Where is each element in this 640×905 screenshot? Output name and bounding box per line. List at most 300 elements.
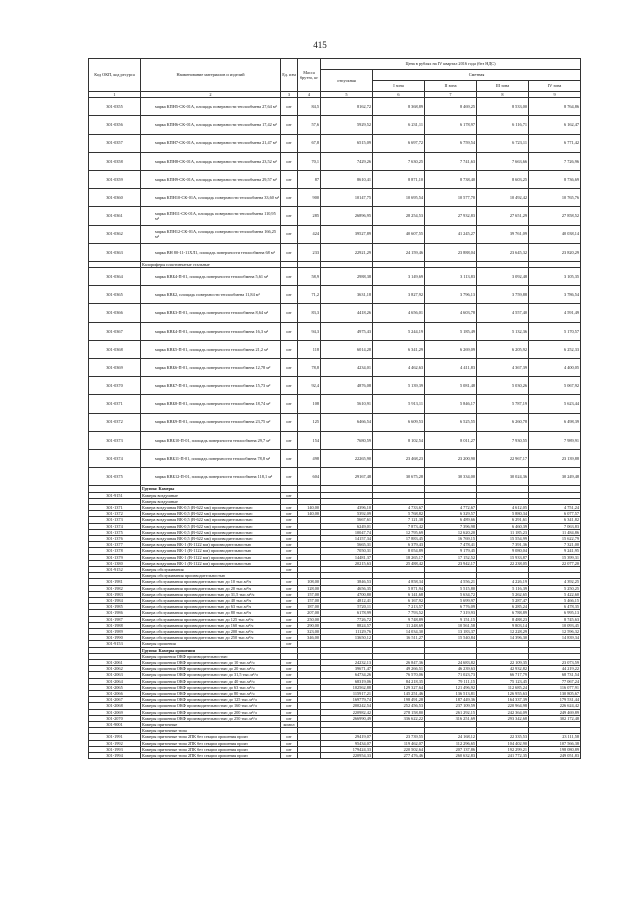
cell-unit: шт [281,523,298,529]
cell-zone-1: 4 462,63 [373,359,425,377]
cell-zone-3: 242 364,09 [477,709,529,715]
cell-zone-3: 4 557,40 [477,304,529,322]
cell-zone-4: 23 139,88 [529,449,581,467]
cell-zone-1: 7 121,38 [373,517,425,523]
cell-zone-1: 23 468,23 [373,449,425,467]
cell-code: 301-1982 [89,585,141,591]
cell-zone-3: 15 554,99 [477,535,529,541]
cell-zone-1: 11 248,69 [373,622,425,628]
cell-zone-3: 5 030,26 [477,377,529,395]
cell-zone-3: 192 299,21 [477,746,529,752]
cell-zone-4: 5 250,25 [529,585,581,591]
cell-zone-3: 6 723,11 [477,134,529,152]
cell-name: Камеры орошения ОКФ производительностью до 63 тыс.м³/ч [141,684,281,690]
cell-name: Камера обслуживания производительностью до 20 тыс.м³/ч [141,585,281,591]
cell-zone-2: 5 846,17 [425,395,477,413]
cell-name: Камеры орошения ОКФ производительностью до 10 тыс.м³/ч [141,660,281,666]
cell-unit: шт [281,340,298,358]
cell-zone-4: 198 080,89 [529,746,581,752]
cell-unit: шт [281,753,298,759]
cell-unit: шт [281,678,298,684]
cell-zone-4: 7 321,00 [529,542,581,548]
cell-zone-3: 12 228,29 [477,629,529,635]
cell-zone-1: 23 739,55 [373,734,425,740]
cell-mass: 87 [298,170,321,188]
cell-name: Камера воздушная ВК-0,5 (В-622 мм) производительностью [141,523,281,529]
cell-code: 301-1371 [89,504,141,510]
cell-name: марка КПН5-СК-01А, площадь поверхности теплообмена 27,64 м² [141,98,281,116]
cell-name: Камеры приточные типа 2ПК без секции орошения произ [141,740,281,746]
cell-mass: 92,4 [298,377,321,395]
cell-zone-1: 25 488,42 [373,560,425,566]
cell-zone-3: 6 260,78 [477,413,529,431]
cell-zone-4: 22 077,20 [529,560,581,566]
cell-unit: шт [281,666,298,672]
cell-zone-4: 27 858,52 [529,207,581,225]
cell-zone-2: 3 796,13 [425,286,477,304]
cell-zone-1: 24 159,46 [373,243,425,261]
cell-zone-4: 23 073,59 [529,660,581,666]
cell-code: 301-9151 [89,492,141,498]
table-row [89,116,581,134]
cell-issue-price: 5720,11 [321,604,373,610]
cell-zone-4: 6 162,47 [529,116,581,134]
cell-name: Камера воздушная ВК-1 (В-1122 мм) производительностью [141,548,281,554]
cell-zone-2: 13 183,37 [425,629,477,635]
cell-unit: шт [281,413,298,431]
cell-zone-2: 30 334,00 [425,468,477,486]
cell-code: 301-9152 [89,566,141,572]
cell-name: Камера воздушная ВК-0,5 (В-622 мм) производительностью [141,529,281,535]
cell-zone-1: 6 697,72 [373,134,425,152]
cell-zone-2: 6 489,66 [425,517,477,523]
cell-unit: шт [281,691,298,697]
cell-zone-2: 6 329,57 [425,511,477,517]
cell-name: Камеры орошения ОКФ производительностью до 125 тыс.м³/ч [141,697,281,703]
cell-code: 301-1993 [89,746,141,752]
cell-unit: шт [281,604,298,610]
cell-zone-4: 23 820,29 [529,243,581,261]
cell-zone-4: 15 622,79 [529,535,581,541]
cell-zone-2: 5 515,80 [425,585,477,591]
cell-mass: 140,00 [298,511,321,517]
cell-zone-1: 76 570,06 [373,672,425,678]
cell-zone-3: 75 123,45 [477,678,529,684]
cell-zone-1: 5 139,39 [373,377,425,395]
cell-issue-price: 5610,91 [321,395,373,413]
cell-name: марка КВБ5-П-01, площадь поверхности теплообмена 21,2 м² [141,340,281,358]
page-number: 415 [313,40,327,50]
cell-name: Камеры орошения ОКФ производительностью до 31,5 тыс.м³/ч [141,672,281,678]
cell-code: 301-0358 [89,152,141,170]
cell-zone-3: 6 285,24 [477,604,529,610]
cell-zone-2: 207 137,86 [425,746,477,752]
cell-issue-price: 4975,43 [321,322,373,340]
cell-issue-price: 4396,10 [321,504,373,510]
cell-code: 301-0357 [89,134,141,152]
cell-name: Камеры обслуживания [141,566,281,572]
cell-mass: 94,3 [298,322,321,340]
cell-zone-1: 6 379,43 [373,542,425,548]
cell-code: 301-1988 [89,622,141,628]
table-row [89,207,581,225]
cell-issue-price: 14157,34 [321,535,373,541]
cell-name: Камера воздушная ВК-1 (В-1122 мм) производительностью [141,560,281,566]
cell-issue-price: 7726,72 [321,616,373,622]
cell-issue-price: 10147,75 [321,189,373,207]
cell-unit: шт [281,98,298,116]
cell-name: марка КПН10-СК-01А, площадь поверхности теплообмена 33,60 м² [141,189,281,207]
cell-issue-price: 200242,54 [321,703,373,709]
cell-unit: шт [281,629,298,635]
cell-issue-price: 7050,31 [321,548,373,554]
cell-zone-4: 6 478,35 [529,604,581,610]
cell-mass: 290,00 [298,622,321,628]
cell-mass: 498 [298,449,321,467]
cell-name: Камеры приточные типа 2ПК без секции орошения произ [141,746,281,752]
cell-issue-price: 95434,07 [321,740,373,746]
cell-zone-3: 6 205,92 [477,340,529,358]
cell-issue-price: 169779,74 [321,697,373,703]
table-row [89,359,581,377]
cell-zone-4: 249 051,83 [529,753,581,759]
cell-mass: 424 [298,225,321,243]
cell-zone-2: 5 634,72 [425,591,477,597]
cell-zone-1: 7 873,42 [373,523,425,529]
cell-unit: шт [281,684,298,690]
cell-issue-price: 4812,41 [321,598,373,604]
cell-mass: 285 [298,207,321,225]
cell-code: 301-0364 [89,268,141,286]
cell-zone-4: 30 249,48 [529,468,581,486]
cell-code: 301-9153 [89,641,141,647]
cell-issue-price: 10047,74 [321,529,373,535]
cell-zone-3: 5 116,39 [477,585,529,591]
cell-zone-4: 179 531,44 [529,697,581,703]
table-row [89,449,581,467]
cell-zone-1: 84 218,35 [373,678,425,684]
cell-zone-4: 6 995,13 [529,610,581,616]
header-estimate-price: Сметная [373,70,581,81]
cell-zone-3: 9 080,04 [477,548,529,554]
cell-issue-price: 39671,47 [321,666,373,672]
cell-mass: 346,00 [298,635,321,641]
cell-mass: 604 [298,468,321,486]
cell-zone-4: 5 422,60 [529,591,581,597]
header-mass: Масса брутто, кг [298,59,321,92]
cell-name: Камеры воздушные [141,492,281,498]
cell-code: 301-0360 [89,189,141,207]
cell-name: марка КВБ8-П-01, площадь поверхности теплообмена 18,74 м² [141,395,281,413]
cell-unit: шт [281,207,298,225]
cell-zone-3: 293 342,68 [477,715,529,721]
cell-zone-3: 3 759,88 [477,286,529,304]
cell-unit: шт [281,492,298,498]
cell-zone-3: 39 761,09 [477,225,529,243]
table-row [89,268,581,286]
cell-zone-2: 8 469,25 [425,98,477,116]
cell-zone-1: 17 883,45 [373,535,425,541]
cell-zone-2: 5 185,49 [425,322,477,340]
cell-unit: шт [281,517,298,523]
cell-name: Камеры приточные типа [141,728,281,734]
cell-unit: шт [281,542,298,548]
cell-zone-4: 7 063,83 [529,523,581,529]
cell-unit: шт [281,672,298,678]
cell-zone-3: 5 287,47 [477,598,529,604]
cell-zone-4: 5 067,92 [529,377,581,395]
cell-unit: шт [281,610,298,616]
cell-zone-4: 8 764,86 [529,98,581,116]
cell-unit: шт [281,616,298,622]
cell-zone-4: 5 466,15 [529,598,581,604]
column-index: 9 [529,92,581,98]
cell-issue-price: 179424,33 [321,746,373,752]
cell-zone-2: 10 577,70 [425,189,477,207]
cell-zone-4: 4 400,05 [529,359,581,377]
cell-unit: шт [281,598,298,604]
cell-unit: шт [281,535,298,541]
cell-zone-3: 22 335,53 [477,734,529,740]
cell-zone-1: 7 793,52 [373,610,425,616]
cell-zone-3: 9 803,14 [477,622,529,628]
cell-issue-price: 115917,21 [321,691,373,697]
cell-unit: шт [281,359,298,377]
cell-mass: 250,00 [298,616,321,622]
cell-unit: шт [281,225,298,243]
cell-code: 301-1374 [89,523,141,529]
price-table-sheet [88,58,580,759]
cell-zone-1: 6 167,92 [373,598,425,604]
cell-name: Камеры орошения ОКФ производительностью [141,653,281,659]
cell-mass: 323,00 [298,629,321,635]
cell-zone-3: 4 226,19 [477,579,529,585]
cell-zone-4: 15 399,31 [529,554,581,560]
cell-name: марка КПН6-СК-01А, площадь поверхности теплообмена 17,42 м² [141,116,281,134]
cell-zone-4: 68 731,54 [529,672,581,678]
cell-name: марка КВБ9-П-01, площадь поверхности теплообмена 23,75 м² [141,413,281,431]
cell-zone-4: 116 077,91 [529,684,581,690]
cell-zone-1: 3 149,69 [373,268,425,286]
cell-zone-1: 220 502,64 [373,746,425,752]
cell-issue-price: 5929,52 [321,116,373,134]
cell-zone-1: 4 656,01 [373,304,425,322]
cell-zone-1: 8 054,89 [373,548,425,554]
cell-issue-price: 6014,28 [321,340,373,358]
cell-code: 301-1375 [89,529,141,535]
cell-zone-3: 164 337,39 [477,697,529,703]
cell-zone-1: 198 491,28 [373,697,425,703]
header-unit: Ед. изм [281,59,298,92]
cell-issue-price: 29167,48 [321,468,373,486]
cell-code: 301-1986 [89,610,141,616]
cell-issue-price: 8162,72 [321,98,373,116]
cell-name: Группа: Камеры [141,486,281,492]
cell-unit: шт [281,703,298,709]
header-name: Наименование материалов и изделий [141,59,281,92]
cell-code: 301-1379 [89,554,141,560]
cell-name: Камеры орошения ОКФ производительностью до 40 тыс.м³/ч [141,678,281,684]
cell-name: Камеры воздушные [141,498,281,504]
column-index: 3 [281,92,298,98]
cell-zone-1: 5 244,19 [373,322,425,340]
cell-mass: 207,00 [298,610,321,616]
cell-zone-1: 5 913,11 [373,395,425,413]
cell-mass: 187,00 [298,604,321,610]
cell-zone-3: 30 024,36 [477,468,529,486]
cell-issue-price: 22265,90 [321,449,373,467]
cell-zone-2: 6 178,97 [425,116,477,134]
cell-unit: шт [281,243,298,261]
cell-zone-2: 121 496,92 [425,684,477,690]
cell-issue-price: 7680,59 [321,431,373,449]
cell-unit: шт [281,468,298,486]
cell-unit: шт [281,116,298,134]
table-row [89,286,581,304]
cell-code: 301-0375 [89,468,141,486]
cell-mass: 78,8 [298,359,321,377]
cell-zone-2: 9 179,45 [425,548,477,554]
table-row [89,304,581,322]
cell-zone-2: 7 478,41 [425,542,477,548]
cell-zone-4: 9 241,95 [529,548,581,554]
cell-name: Камеры орошения ОКФ производительностью до 80 тыс.м³/ч [141,691,281,697]
cell-code: 301-1994 [89,753,141,759]
cell-unit: шт [281,554,298,560]
cell-name: Камеры обслуживания производительностью [141,573,281,579]
cell-zone-2: 7 396,98 [425,523,477,529]
cell-zone-4: 10 765,76 [529,189,581,207]
column-index: 5 [321,92,373,98]
cell-issue-price: 3846,53 [321,579,373,585]
cell-code: 301-0355 [89,98,141,116]
cell-code: 301-2066 [89,691,141,697]
table-row [89,243,581,261]
cell-unit: шт [281,697,298,703]
table-row [89,340,581,358]
cell-name: Группа: Камеры орошения [141,647,281,653]
cell-name: Камера воздушная ВК-0,5 (В-622 мм) производительностью [141,517,281,523]
cell-unit: шт [281,734,298,740]
cell-zone-4: 6 252,33 [529,340,581,358]
cell-zone-1: 12 795,69 [373,529,425,535]
cell-mass: 108 [298,395,321,413]
cell-code: 301-0374 [89,449,141,467]
cell-zone-4: 130 805,67 [529,691,581,697]
cell-zone-4: 249 469,89 [529,709,581,715]
cell-code: 301-0370 [89,377,141,395]
cell-zone-2: 5 081,48 [425,377,477,395]
cell-zone-1: 8 871,10 [373,170,425,188]
cell-zone-4: 6 498,39 [529,413,581,431]
table-row [89,468,581,486]
cell-zone-1: 26 847,36 [373,660,425,666]
cell-zone-3: 5 787,19 [477,395,529,413]
cell-zone-4: 6 341,82 [529,517,581,523]
cell-name: марка КВБ4-П-01, площадь поверхности теплообмена 16,3 м² [141,322,281,340]
cell-zone-2: 3 113,83 [425,268,477,286]
table-row [89,753,581,759]
table-row [89,98,581,116]
cell-name: марка КПН12-СК-01А, площадь поверхности теплообмена 166,25 м² [141,225,281,243]
cell-name: Камера воздушная ВК-0,5 (В-622 мм) производительностью [141,535,281,541]
cell-zone-4: 5 170,57 [529,322,581,340]
cell-zone-2: 27 932,83 [425,207,477,225]
cell-name: Камеры орошения ОКФ производительностью до 200 тыс.м³/ч [141,709,281,715]
cell-zone-3: 22 967,17 [477,449,529,467]
cell-zone-2: 23 200,90 [425,449,477,467]
cell-unit: шт [281,170,298,188]
cell-code: 301-0362 [89,225,141,243]
header-zone-2: II зона [425,81,477,92]
cell-unit: шт [281,304,298,322]
cell-issue-price: 24232,13 [321,660,373,666]
cell-zone-1: 129 327,64 [373,684,425,690]
cell-mass: 67,8 [298,134,321,152]
cell-name: марка КПН9-СК-01А, площадь поверхности теплообмена 29,57 м² [141,170,281,188]
cell-zone-1: 145 251,46 [373,691,425,697]
cell-zone-2: 71 023,73 [425,672,477,678]
cell-zone-1: 28 254,53 [373,207,425,225]
cell-zone-1: 4 733,67 [373,504,425,510]
cell-name: Камеры приточные типа 2ПК без секции орошения произ [141,753,281,759]
cell-zone-1: 9 748,89 [373,616,425,622]
header-zone-4: IV зона [529,81,581,92]
cell-zone-4: 7 726,96 [529,152,581,170]
cell-zone-4: 40 038,14 [529,225,581,243]
cell-zone-2: 6 525,55 [425,413,477,431]
cell-code: 301-1985 [89,604,141,610]
cell-unit: шт [281,585,298,591]
cell-issue-price: 6515,09 [321,134,373,152]
cell-zone-3: 3 092,48 [477,268,529,286]
cell-code: 301-1983 [89,591,141,597]
cell-zone-3: 104 402,90 [477,740,529,746]
cell-name: Камеры приточные типа 2ПК без секции орошения произ [141,734,281,740]
cell-zone-3: 241 772,35 [477,753,529,759]
cell-issue-price: 20215,63 [321,560,373,566]
cell-issue-price: 220954,33 [321,753,373,759]
cell-code: 301-0363 [89,243,141,261]
cell-zone-4: 44 219,22 [529,666,581,672]
cell-zone-3: 15 933,87 [477,554,529,560]
cell-code: 301-2062 [89,666,141,672]
cell-zone-3: 6 116,71 [477,116,529,134]
cell-zone-1: 30 675,28 [373,468,425,486]
cell-name: Камера обслуживания производительностью до 40 тыс.м³/ч [141,598,281,604]
cell-zone-1: 6 141,68 [373,591,425,597]
cell-unit: шт [281,529,298,535]
cell-zone-3: 6 291,61 [477,517,529,523]
column-index: 2 [141,92,281,98]
table-row [89,152,581,170]
cell-zone-4: 11 484,86 [529,529,581,535]
cell-issue-price: 8824,57 [321,622,373,628]
cell-zone-4: 7 989,91 [529,431,581,449]
cell-unit: шт [281,322,298,340]
cell-zone-2: 112 296,65 [425,740,477,746]
cell-zone-2: 5 699,97 [425,598,477,604]
cell-name: марка КВБ4-П-01, площадь поверхности теплообмена 5,61 м² [141,268,281,286]
cell-unit: шт [281,511,298,517]
cell-unit: компл [281,722,298,728]
cell-zone-3: 4 367,39 [477,359,529,377]
cell-issue-price: 11129,76 [321,629,373,635]
cell-code: 301-1981 [89,579,141,585]
cell-issue-price: 220982,42 [321,709,373,715]
cell-unit: шт [281,134,298,152]
cell-zone-3: 42 932,82 [477,666,529,672]
